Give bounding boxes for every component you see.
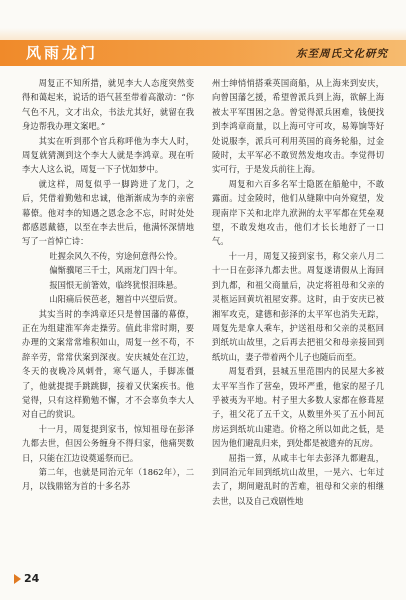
page-number: 24 — [24, 572, 40, 585]
paragraph: 其实当时的李鸿章还只是曾国藩的幕僚，正在为组建淮军奔走操劳。值此非常时期，要办理的文案常常堆积如山，周复一丝不苟，不辞辛劳，常常伏案到深夜。安庆城处在江边，冬天的夜晚冷风刺骨，寒气逼人，手脚冻僵了，他就提提手跳跳脚，接着又伏案疾书。他觉得，只有这样勤勉不懈，才不会辜负李大人对自己的赏识。 — [22, 308, 194, 420]
paragraph: 周复正不知所措，就见李大人态度突然变得和蔼起来，说话的语气甚至带着高激动：“你气色不凡，文才出众，书法尤其好，就留在我身边帮我办理文案吧。” — [22, 78, 194, 132]
paragraph: 就这样，周复似乎一脚跨进了龙门，之后，凭借着勤勉和忠诚，他渐渐成为李的亲密幕僚。他对李的知遇之恩念念不忘，时时处处都感恩戴德，以至在李去世后，他满怀深情地写了一首悼亡诗： — [22, 178, 194, 247]
page-marker-arrow-icon — [14, 574, 21, 584]
poem-line: 偏惭骥尾三千士，风雨龙门四十年。 — [49, 265, 183, 276]
journal-title: 东至周氏文化研究 — [296, 48, 388, 60]
paragraph: 屈指一算，从咸丰七年去彭泽九都避乱，到同治元年回到纸坑山故里，一晃六、七年过去了，期间避乱时的苦难，祖母和父亲的相继去世，以及自己戏剧性地 — [212, 452, 384, 506]
page-header — [0, 0, 406, 70]
poem-line: 报国恨无前箸效，临终犹恨泪珠悬。 — [49, 279, 183, 290]
paragraph: 第二年，也就是同治元年（1862年），二月，以钱鼎铭为首的十多名苏 — [22, 466, 194, 492]
paragraph: 十一月，周复又接到家书，称父亲八月二十一日在彭泽九都去世。周复遂请假从上海回到九都，和祖父商量后，决定将祖母和父亲的灵柩运回黄坑祖屋安葬。这时，由于安庆已被湘军攻克，建德和彭泽的太平军也消失无踪，周复先是拿人乘车，护送祖母和父亲的灵柩回到纸坑山故里，之后再去把祖父和母亲接回到纸坑山，妻子带着两个儿子也随后而至。 — [212, 250, 384, 362]
poem-line: 山阳痛后侯芭老，翘首中兴望后贤。 — [49, 294, 183, 305]
poem-line: 吐握余风久不传，穷途何意得公怜。 — [49, 250, 183, 261]
paragraph: 十一月，周复提到家书，惊知祖母在彭泽九都去世，但因公务缠身不得归家，他痛哭数日，只能在江边设奠遥祭而已。 — [22, 423, 194, 463]
paragraph-continued: 州士绅悄悄搭乘英国商船，从上海来到安庆，向曾国藩乞援，希望曾派兵到上海，欲解上海被太平军围困之急。曾觉得派兵困难，钱便找到李鸿章商量，以上海可守可攻，易筹饷等好处说服李，派兵可利用英国的商务轮船，过金陵时，太平军必不敢贸然发炮攻击。李觉得切实可行，于是发兵前往上海。 — [212, 78, 384, 175]
left-column — [22, 76, 194, 564]
section-title: 风雨龙门 — [26, 44, 99, 62]
paragraph: 其实在听到那个官兵称呼他为李大人时，周复就猜测到这个李大人就是李鸿章。现在听李大人这么说，周复一下子忧如梦中。 — [22, 135, 194, 175]
right-column — [212, 76, 384, 564]
paragraph: 周复看到，县城五里范围内的民屋大多被太平军当作了营垒，毁坏严重，他家的屋子几乎被夷为平地。村子里大多数人家都在修葺屋子，祖父花了五千文，从数里外买了五小间瓦房运到纸坑山建造。价格之所以如此之低，是因为他们避乱归来，到处都是被遗弃的瓦房。 — [212, 366, 384, 449]
paragraph: 周复和六百多名军士隐匿在船舱中，不敢露面。过金陵时，他们从缝隙中向外窥望，发现南岸下关和北岸九洑洲的太平军都在凭垒观望，不敢发炮攻击，他们才长长地舒了一口气。 — [212, 178, 384, 247]
